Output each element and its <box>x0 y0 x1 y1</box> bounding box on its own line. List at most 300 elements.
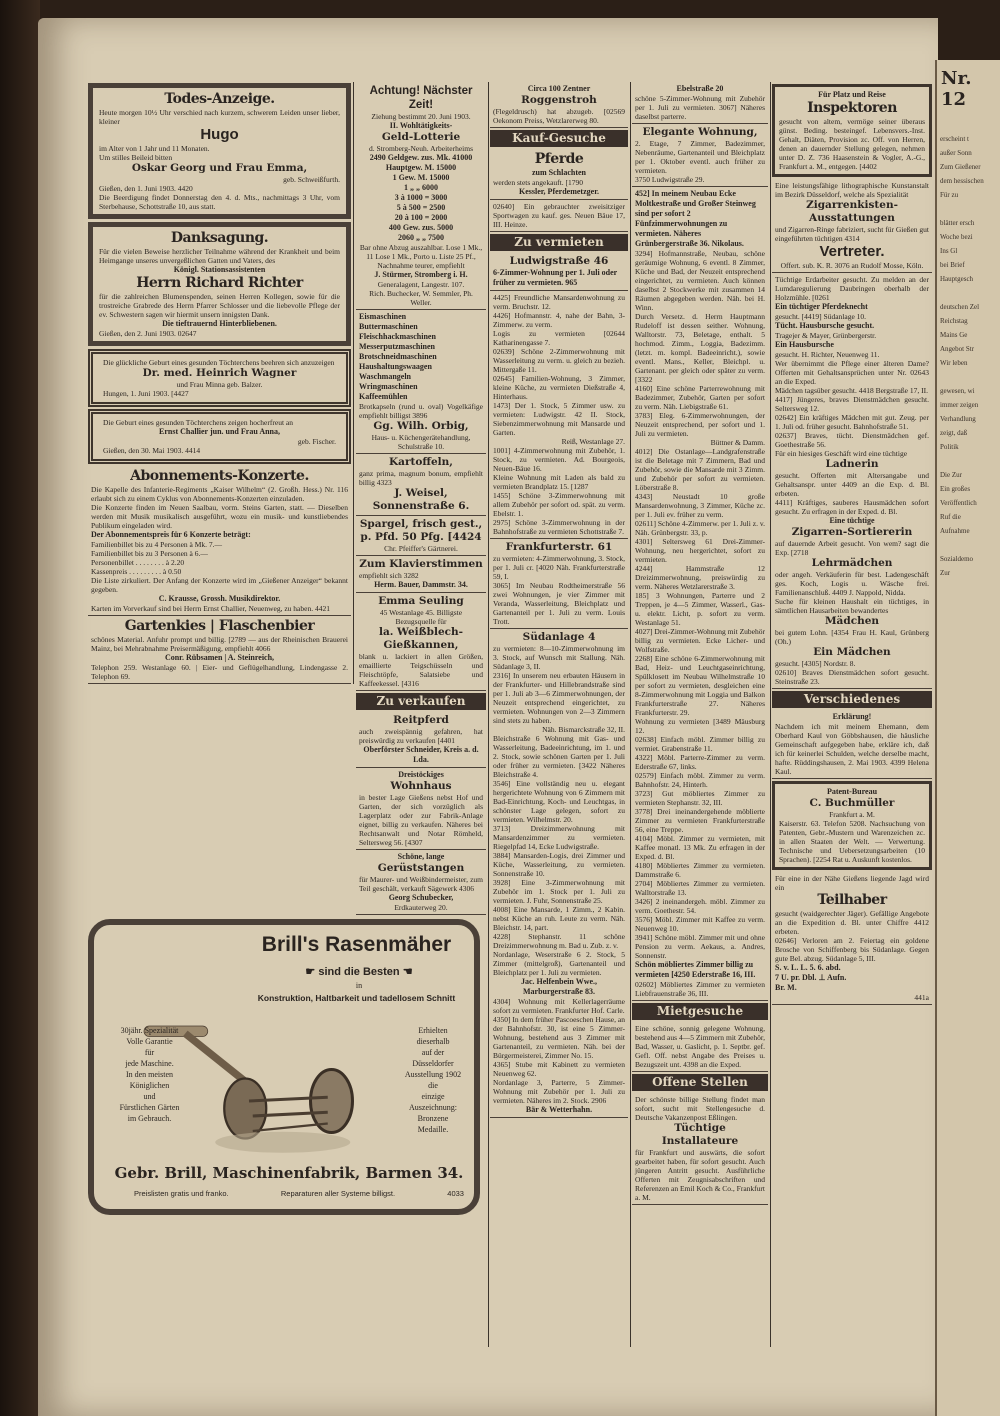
ad-text: für Frankfurt und auswärts, die sofort gearbeitet haben, für sofort gesucht. Auch jüngeren Antritt gesucht. Ausführliche Offerten mit Zeugnisabschriften und Referenzen an Emil Koch & Co., Frankfurt a. M. <box>635 1148 765 1202</box>
ad-text: II. Wohltätigkeits- <box>389 121 453 130</box>
for-sale-banner <box>356 693 486 710</box>
ad-text: 4417] Jüngeres, braves Dienstmädchen gesucht. Seltersweg 12. <box>775 395 929 413</box>
rye-straw-ad <box>490 82 628 128</box>
ad-text: Kassenpreis . . . . . . . . . à 0.50 <box>91 567 182 576</box>
column-1 <box>88 82 354 684</box>
ad-text: schönes Material. Anfuhr prompt und billig. [2789 — aus der Rheinischen Brauerei Mainz, bei Mehrabnahme Preisermäßigung, empfiehlt 4066 <box>91 635 348 653</box>
ad-heading: Wohnhaus <box>390 780 452 792</box>
mower-ad-left-text <box>102 1025 197 1124</box>
job-listings-c <box>772 273 932 689</box>
adjacent-page-text: Politik <box>940 443 959 451</box>
adjacent-page-text: Zur <box>940 569 951 577</box>
rental-listings-b <box>632 187 768 1001</box>
ad-text: 4228] Stephanstr. 11 schöne Dreizimmerwohnung m. Bad u. Zub. z. v. <box>493 932 625 950</box>
ad-heading: Inspektoren <box>807 100 897 116</box>
ad-text: Herm. Bauer, Dammstr. 34. <box>374 580 468 589</box>
ad-heading: Abonnements-Konzerte. <box>130 468 309 484</box>
ad-text: 4411] Kräftiges, sauberes Hausmädchen sofort gesucht. Zu erfragen in der Exped. d. Bl. <box>775 498 929 516</box>
adjacent-page-text: Veröffentlich <box>940 499 977 507</box>
ad-heading: Südanlage 4 <box>522 631 596 643</box>
left-zone <box>88 82 486 1215</box>
partner-ad <box>772 872 932 1005</box>
ad-text: Brotschneidmaschinen <box>359 352 437 361</box>
ad-text: Dreistöckiges <box>398 770 444 779</box>
mower-ad-line: 30jähr. Spezialität <box>120 1026 179 1035</box>
mower-ad-line: auf der <box>421 1048 445 1057</box>
ad-text: 4027] Drei-Zimmer-Wohnung mit Zubehör billig zu vermieten. Ecke Licher- und Wolfstraße. <box>635 627 765 654</box>
ad-heading: Herrn Richard Richter <box>136 275 303 291</box>
ad-heading: la. Weißblech-Gießkannen, <box>378 626 464 651</box>
ad-text: 2975] Schöne 3-Zimmerwohnung in der Bahnhofstraße zu vermieten Schottstraße 7. <box>493 518 625 536</box>
mower-ad-construction: Konstruktion, Haltbarkeit und tadellosem Schnitt <box>257 993 456 1003</box>
miscellaneous-banner <box>772 691 932 708</box>
ad-text: Haus- u. Küchengerätehandlung, Schulstraße 10. <box>371 433 471 451</box>
ad-text: Bär & Wetterhahn. <box>525 1105 593 1114</box>
ad-text: 3783] Eleg. 6-Zimmerwohnungen, der Neuzeit entsprechend, per sofort und 1. Juli zu vermieten. <box>635 411 765 438</box>
rental-ebelstrasse <box>632 82 768 124</box>
ad-text: Familienbillet bis zu 3 Personen à 6.— <box>91 549 208 558</box>
ad-text: Br. M. <box>775 983 797 992</box>
ad-heading: Dr. med. Heinrich Wagner <box>142 367 297 379</box>
subscription-concerts <box>88 466 351 616</box>
ad-text: auf dauernde Arbeit gesucht. Von wem? sagt die Exp. [2718 <box>775 539 929 557</box>
ad-text: 3928] Eine 3-Zimmerwohnung mit Zubehör im 1. Stock per 1. Juli zu vermieten. J. Fuhr, Sonnenstraße 25. <box>493 878 625 905</box>
ad-text: 3778] Drei ineinandergehende möblierte Zimmer zu vermieten Frankfurterstraße 56, eine Treppe. <box>635 807 765 834</box>
rental-ludwigstrasse <box>490 253 628 291</box>
ad-text: zum Schlachten <box>532 168 586 177</box>
for-rent-banner <box>490 234 628 251</box>
ad-text: und Frau Minna geb. Balzer. <box>176 380 263 389</box>
ad-text: 4160] Eine schöne Parterrewohnung mit Badezimmer, Zubehör, Garten per sofort zu verm. Näh. Liebigstraße 61. <box>635 384 765 411</box>
mower-ad-line: Ausstellung 1902 <box>404 1070 462 1079</box>
ad-heading: Pferde <box>534 151 584 167</box>
mower-ad-firm: Gebr. Brill, Maschinenfabrik, Barmen 34. <box>114 1164 464 1182</box>
ad-text: 4180] Möbliertes Zimmer zu vermieten. Dammstraße 6. <box>635 861 765 879</box>
ad-heading: Zigarren-Sortiererin <box>791 526 913 538</box>
section-heading: Zu verkaufen <box>356 693 486 710</box>
birth-notice-wagner <box>88 349 351 407</box>
adjacent-page-text: Angebot Str <box>940 345 975 353</box>
ad-text: Erklärung! <box>832 712 872 721</box>
adjacent-page-text: Ruf die <box>940 513 961 521</box>
adjacent-page-header: Nr. 12 <box>941 68 972 110</box>
house-ad <box>356 768 486 850</box>
adjacent-page-text: immer zeigen <box>940 401 979 409</box>
ad-heading: C. Buchmüller <box>809 797 895 809</box>
ad-text: Fleischhackmaschinen <box>359 332 436 341</box>
ad-text: in bester Lage Gießens nebst Hof und Garten, der sich vorzüglich als Lagerplatz oder zur Fabrik-Anlage eignet, billig zu verkaufen. Näheres bei Rechtsanwalt und Notar Römheld, Seltersweg 56. [4307 <box>359 793 483 847</box>
ad-text: für die zahlreichen Blumenspenden, seinen Herren Kollegen, sowie für die trostreiche Grabrede des Herrn Pfarrer Schlosser und die liebevolle Pflege der ev. Schwestern sagen wir hiermit unsern innigsten Dank. <box>99 292 340 319</box>
mower-ad-right-text <box>394 1025 472 1135</box>
ad-text: 2490 Geldgew. zus. Mk. 41000 <box>369 153 473 162</box>
ad-text: 02645] Familien-Wohnung, 3 Zimmer, kleine Küche, zu vermieten Dießstraße 4, Hinterhaus. <box>493 374 625 401</box>
ad-text: blank u. lackiert in allen Größen, emaillierte Teigschüsseln und Fleischtöpfe, Salatsiebe und Kaffeekessel. [4316 <box>359 652 483 688</box>
ad-text: Heute morgen 10½ Uhr verschied nach kurzem, schwerem Leiden unser lieber, kleiner <box>99 108 340 126</box>
asparagus-ad <box>356 516 486 556</box>
ad-text: Die tieftrauernd Hinterbliebenen. <box>162 319 277 328</box>
mower-ad-line: im Gebrauch. <box>127 1114 172 1123</box>
adjacent-page-text: Verhandlung <box>940 415 976 423</box>
ad-text: schöne 5-Zimmer-Wohnung mit Zubehör per 1. Juli zu vermieten. 3067] Näheres daselbst parterre. <box>635 94 765 121</box>
ad-text: Eine tüchtige <box>829 516 875 525</box>
ad-text: empfiehlt sich 3282 <box>359 571 419 580</box>
ad-text: 5 à 500 = 2500 <box>396 203 446 212</box>
ad-text: Die glückliche Geburt eines gesunden Töchterchens beehren sich anzuzeigen <box>103 358 335 367</box>
column-divider <box>630 82 631 1347</box>
book-binding <box>0 0 40 1416</box>
mower-ad-line: einzige <box>421 1092 445 1101</box>
ad-text: Die Geburt eines gesunden Töchterchens zeigen hocherfreut an <box>103 418 293 427</box>
ad-text: 2316] In unserem neu erbauten Häusern in der Frankfurter- und Hillebrandstraße sind per 1. Juli ab 3—6 Zimmerwohnungen, der Neuzeit entsprechend eingerichtet, zu vermieten. Wohnungen von 2—3 Zimmern sind stets zu haben. <box>493 671 625 725</box>
ad-text: J. Stürmer, Stromberg i. H. <box>374 270 468 279</box>
adjacent-page-text: Ins Gl <box>940 247 958 255</box>
inspectors-ad <box>772 84 932 177</box>
ad-text: Frankfurt a. M. <box>829 810 875 819</box>
ad-heading: Geld-Lotterie <box>381 131 461 143</box>
ad-text: Wohnung zu vermieten [3489 Mäusburg 12. <box>635 717 765 735</box>
column-divider <box>488 82 489 1347</box>
ad-text: 185] 3 Wohnungen, Parterre und 2 Treppen, je 4—5 Zimmer, Wasserl., Gas- u. elektr. Licht, p. sofort zu verm. Westanlage 51. <box>635 591 765 627</box>
ad-text: Karten im Vorverkauf sind bei Herrn Ernst Challier, Neuenweg, zu haben. 4421 <box>91 604 330 613</box>
ad-text: Für die vielen Beweise herzlicher Teilnahme während der Krankheit und beim Heimgange unseres unvergeßlichen Gatten und Vaters, des <box>99 247 340 265</box>
ad-text: Kleine Wohnung mit Laden als bald zu vermieten Brandplatz 15. [1287 <box>493 473 625 491</box>
ad-text: gesucht. [4419] Südanlage 10. <box>775 312 867 321</box>
ad-text: 3576] Möbl. Zimmer mit Kaffee zu verm. Neuenweg 10. <box>635 915 765 933</box>
ad-text: ganz prima, magnum bonum, empfiehlt billig 4323 <box>359 469 483 487</box>
lawn-mower-advertisement <box>88 919 480 1215</box>
watering-cans-ad <box>356 593 486 691</box>
ad-text: Ebelstraße 20 <box>676 84 724 93</box>
ad-text: 2268] Eine schöne 6-Zimmerwohnung mit Bad, Heiz- und Leuchtgaseinrichtung, Spülklosett im Neubau Wilhelmstraße 10 per sofort zu vermieten, desgleichen eine 8-Zimmerwohnung mit Loggia und Balkon Frankfurterstraße 27. Näheres Frankfurterstr. 29. <box>635 654 765 717</box>
ad-heading: Ladnerin <box>825 458 879 470</box>
ad-text: geb. Schweißfurth. <box>283 175 340 184</box>
ad-heading: Kartoffeln, <box>389 456 453 468</box>
mower-ad-line: für <box>144 1048 155 1057</box>
ad-text: 02579] Einfach möbl. Zimmer zu verm. Bahnhofstr. 24, Hinterh. <box>635 771 765 789</box>
ad-text: 2060 „ „ 7500 <box>398 233 444 242</box>
ad-text: 3065] Im Neubau Rodtheimerstraße 56 zwei Wohnungen, je vier Zimmer mit Veranda, Wasserleitung, Bleichplatz und Gartenanteil per 1. Juli zu verm. Louis Trott. <box>493 581 625 626</box>
column-3 <box>490 82 628 1118</box>
ad-text: Hungen, 1. Juni 1903. [4427 <box>103 389 189 398</box>
ad-text: 4322] Möbl. Parterre-Zimmer zu verm. Ederstraße 67, links. <box>635 753 765 771</box>
adjacent-page-text: Sozialdemo <box>940 555 974 563</box>
mower-ad-line: Erhielten <box>418 1026 448 1035</box>
death-notice <box>88 83 351 219</box>
adjacent-page-text: dem hessischen <box>940 177 984 185</box>
patent-bureau-ad <box>772 781 932 870</box>
ad-text: Für Platz und Reise <box>818 90 886 99</box>
ad-text: 20 à 100 = 2000 <box>394 213 448 222</box>
ad-text: Patent-Bureau <box>826 787 878 796</box>
ad-text: Tücht. Hausbursche gesucht. <box>775 321 875 330</box>
ad-text: Nordanlage 3, Parterre, 5 Zimmer-Wohnung mit Zubehör per 1. Juli zu vermieten. Näheres im 2. Stock. 2906 <box>493 1078 625 1105</box>
adjacent-page-text: Wir leben <box>940 359 968 367</box>
ad-text: Der schönste billige Stellung findet man sofort, sucht mit Stellengesuche d. Deutsche Vakanzenpost Eßlingen. <box>635 1095 765 1122</box>
ad-text: Messerputzmaschinen <box>359 342 435 351</box>
rental-listings-a <box>490 291 628 539</box>
ad-text: 400 Gew. zus. 5000 <box>388 223 454 232</box>
ad-text: zu vermieten: 4-Zimmerwohnung, 3. Stock, per 1. Juli cr. [4020 Näh. Frankfurterstraße 59, I. <box>493 554 625 581</box>
ad-text: gesucht. Offerten mit Altersangabe und Gehaltsanspr. unter 4409 an die Exp. d. Bl. erbeten. <box>775 471 929 498</box>
mower-ad-line: Medaille. <box>417 1125 449 1134</box>
section-heading: Zu vermieten <box>490 234 628 251</box>
ad-text: Kessler, Pferdemetzger. <box>518 187 600 196</box>
ad-text: Schön möbliertes Zimmer billig zu vermieten [4250 Ederstraße 16, III. <box>635 960 756 979</box>
ad-text: 4008] Eine Mansarde, 1 Zimm., 2 Kabin. nebst Küche an ruh. Leute zu verm. Näh. Bleichstr. 14, part. <box>493 905 625 932</box>
ad-heading: Gartenkies | Flaschenbier <box>124 618 315 634</box>
ad-text: 2. Etage, 7 Zimmer, Badezimmer, Nebenräume, Gartenanteil und Bleichplatz per 1. Oktober eventl. auch früher zu vermieten. <box>635 139 765 175</box>
potatoes-ad <box>356 454 486 516</box>
birth-notice-challier <box>88 409 351 464</box>
riding-horse-ad <box>356 712 486 768</box>
ad-text: 1473] Der 1. Stock, 5 Zimmer usw. zu vermieten: Ludwigstr. 42 II. Stock, Siebenzimmerwohnung mit Mansarde und Garten. <box>493 401 625 437</box>
ad-heading: Gerüststangen <box>377 862 465 874</box>
adjacent-page-fragment <box>935 60 1000 1416</box>
ad-text: 3 à 1000 = 3000 <box>394 193 448 202</box>
ad-text: Mädchen tagsüber gesucht. 4418 Bergstraße 17, II. <box>775 386 928 395</box>
mower-ad-price-lists: Preislisten gratis und franko. <box>134 1189 229 1198</box>
ad-text: Um stilles Beileid bitten <box>99 153 173 162</box>
ad-heading: Elegante Wohnung, <box>642 126 758 138</box>
ad-text: 4104] Möbl. Zimmer zu vermieten, mit Kaffee monatl. 13 Mk. Zu erfragen in der Exped. d. Bl. <box>635 834 765 861</box>
ad-text: 1001] 4-Zimmerwohnung mit Zubehör, 1. Stock, zu vermieten. Ad. Bourgeois, Neuen-Bäue 16. <box>493 446 625 473</box>
ad-text: Bar ohne Abzug auszahlbar. Lose 1 Mk., 11 Lose 1 Mk., Porto u. Liste 25 Pf., Nachnahme teurer, empfiehlt <box>359 243 483 270</box>
scaffold-poles-ad <box>356 850 486 915</box>
mower-ad-repairs: Reparaturen aller Systeme billigst. <box>280 1189 396 1198</box>
ad-text: Tüchtige Erdarbeiter gesucht. Zu melden an der Lumdaregulierung Daubringen oberhalb der Holzmühle. [0261 <box>775 275 929 302</box>
adjacent-page-text: zeigt, daß <box>940 429 968 437</box>
adjacent-page-text: außer Sonn <box>940 149 972 157</box>
ad-heading: Gg. Wilh. Orbig, <box>373 420 469 432</box>
ad-text: C. Krausse, Grossh. Musikdirektor. <box>158 594 281 603</box>
ad-heading: Ein Mädchen <box>813 646 891 658</box>
ad-text: 3713] Dreizimmerwohnung mit Mansardenzimmer zu vermieten. Riegelpfad 14, Ecke Ludwigstraße. <box>493 824 625 851</box>
ad-text: Die Liste zirkuliert. Der Anfang der Konzerte wird im „Gießener Anzeiger“ bekannt gegeben. <box>91 576 348 594</box>
ad-heading: Tüchtige Installateure <box>661 1122 739 1147</box>
ad-text: werden stets angekauft. [1790 <box>493 178 583 187</box>
ad-text: gesucht von altem, vermöge seiner überaus günst. Beding. besteingef. Lebensvers.-Inst. Gehalt, Diäten, Provision zc. Off. von Herren, denen an dauernder Stellung gelegen, nehmen unter D. Z. 736 Haasenstein & Vogler, A.-G., Frankfurt a. M., entgegen. [4402 <box>779 117 925 171</box>
ad-text: S. v. L. L. 5. 6. abd. <box>775 963 841 972</box>
ad-text: Der Abonnementspreis für 6 Konzerte beträgt: <box>91 530 251 539</box>
job-openings-banner <box>632 1074 768 1091</box>
ad-text: Ein tüchtiger Pferdeknecht <box>775 302 868 311</box>
kitchen-machines-ad <box>356 310 486 454</box>
ad-text: Georg Schubecker, <box>388 893 454 902</box>
ad-text: für Maurer- und Weißbindermeister, zum Teil geschält, verkauft Sägewerk 4306 <box>359 875 483 893</box>
ad-text: Generalagent, Langestr. 107. <box>377 280 465 289</box>
ad-text: Telephon 259. Westanlage 60. | Eier- und Geflügelhandlung, Lindengasse 2. Telephon 69. <box>91 663 348 681</box>
adjacent-page-text: bei Brief <box>940 261 965 269</box>
ad-text: 4244] Hammstraße 12 Dreizimmerwohnung, preiswürdig zu verm. Näheres Wetzlarerstraße 3. <box>635 564 765 591</box>
mower-ad-line: Volle Garantie <box>126 1037 173 1046</box>
ad-text: Wringmaschinen <box>359 382 418 391</box>
column-divider <box>770 82 771 1347</box>
column-4 <box>632 82 768 1205</box>
ad-text: Königl. Stationsassistenten <box>173 265 266 274</box>
ad-text: Nordanlage, Weserstraße 6 2. Stock, 5 Zimmer (mittelgroß), Gartenanteil und Bleichplatz per 1. Juli zu vermieten. <box>493 950 625 977</box>
ad-text: 3294] Hofmannstraße, Neubau, schöne geräumige Wohnung, 6 eventl. 8 Zimmer, Küche und Bad, der Neuzeit entsprechend eingerichtet, zu vermieten. Auch können daselbst 2 Stockwerke mit zusammen 14 Räumen abgegeben werden. Näh. bei H. Winn. <box>635 249 765 312</box>
ad-text: 02640] Ein gebrauchter zweisitziger Sportwagen zu kauf. ges. Neuen Bäue 17, III. Heinze. <box>493 202 625 229</box>
ad-heading: Ludwigstraße 46 <box>509 255 609 267</box>
ad-text: 2704] Möbliertes Zimmer zu vermieten. Walltorstraße 13. <box>635 879 765 897</box>
mower-ad-number: 4033 <box>447 1189 464 1198</box>
ad-text: 02602] Möbliertes Zimmer zu vermieten Liebfrauenstraße 36, III. <box>635 980 765 998</box>
declaration-notice <box>772 710 932 779</box>
ad-text: Bleichstraße 6 Wohnung mit Gas- und Wasserleitung, Badeeinrichtung, im 1. und 2. Stock, sowie schönen Garten per 1. Juli oder früher zu vermieten. [3422 Näheres Bleichstraße 4. <box>493 734 625 779</box>
ad-text: Nachdem ich mit meinem Ehemann, dem Oberhard Kaul von Göbbshausen, die häusliche Gemeinschaft aufgegeben habe, erkläre ich, daß ich für keinerlei Schulden, welche derselbe macht, hafte. Rüddingshausen, 2. Mai 1903. 4399 Helena Kaul. <box>775 722 929 776</box>
adjacent-page-text: Für zu <box>940 191 959 199</box>
representative-ad <box>772 179 932 273</box>
ad-text: Chr. Pfeiffer's Gärtnerei. <box>384 544 458 553</box>
ad-text: Eine schöne, sonnig gelegene Wohnung, bestehend aus 4—5 Zimmern mit Zubehör, Bad, Wasser, u. Gaslicht, p. 1. Septbr. gef. Gefl. Off. nebst Angabe des Preises u. Bezugszeit unt. 4398 an die Exped. <box>635 1024 765 1069</box>
ad-text: Ziehung bestimmt 20. Juni 1903. <box>371 112 471 121</box>
ad-text: 4425] Freundliche Mansardenwohnung zu verm. Bruchstr. 12. <box>493 293 625 311</box>
ad-text: Erdkauterweg 20. <box>394 903 448 912</box>
ad-text: im Alter von 1 Jahr und 11 Monaten. <box>99 144 210 153</box>
ad-text: Kaffeemühlen <box>359 392 408 401</box>
ad-text: Die Kapelle des Infanterie-Regiments „Kaiser Wilhelm“ (2. Großh. Hess.) Nr. 116 erlaubt sich zu einem Cyklus von Abonnements-Konzerten einzuladen. <box>91 485 348 503</box>
ad-text: 3546] Eine vollständig neu u. elegant hergerichtete Wohnung von 6 Zimmern mit Bad-Einrichtung, Koch- und Leuchtgas, in schönster Lage gelegen, sofort zu vermieten. Wilhelmstr. 20. <box>493 779 625 824</box>
ad-heading: Frankfurterstr. 61 <box>505 541 613 553</box>
ad-text: Reiß, Westanlage 27. <box>561 437 625 446</box>
rental-request-ad <box>632 1022 768 1072</box>
ad-text: gesucht (waidgerechter Jäger). Gefällige Angebote an die Expedition d. Bl. unter Chiffre 4412 erbeten. <box>775 909 929 936</box>
adjacent-page-text: Mains Ge <box>940 331 968 339</box>
adjacent-page-text: blätter ersch <box>940 219 975 227</box>
ad-text: Eine leistungsfähige lithographische Kunstanstalt im Bezirk Düsseldorf, welche als Spezialität <box>775 181 929 199</box>
section-heading: Offene Stellen <box>632 1074 768 1091</box>
ad-text: 4301] Seltersweg 61 Drei-Zimmer-Wohnung, neu hergerichtet, sofort zu vermieten. <box>635 537 765 564</box>
ad-text: 3941] Schöne möbl. Zimmer mit und ohne Pension zu verm. Aekaus, a. Andres, Sonnenstr. <box>635 933 765 960</box>
ad-text: Familienbillet bis zu 4 Personen à Mk. 7.— <box>91 540 223 549</box>
ad-heading: Reitpferd <box>393 714 449 726</box>
ad-text: Rich. Buchecker, W. Semmler, Ph. Weller. <box>369 289 473 307</box>
mower-ad-title: Brill's Rasenmäher <box>261 933 452 956</box>
ad-text: 02646] Verloren am 2. Feiertag ein goldene Brosche von Schiffenberg bis Südanlage. Gegen gute Bel. abzug. Südanlage 5, III. <box>775 936 929 963</box>
ad-text: Ernst Challier jun. und Frau Anna, <box>159 427 280 436</box>
mower-ad-subtitle: ☛ sind die Besten ☚ <box>305 966 413 978</box>
ad-text: gesucht. H. Richter, Neuenweg 11. <box>775 350 880 359</box>
ad-text: zu vermieten: 8—10-Zimmerwohnung im 3. Stock, auf Wunsch mit Stallung. Näh. Südanlage 3, II. <box>493 644 625 671</box>
ad-text: und Zigarren-Ringe fabriziert, sucht für Gießen gut eingeführten tüchtigen 4314 <box>775 225 929 243</box>
ad-text: Oberförster Schneider, Kreis a. d. Lda. <box>363 745 479 764</box>
ad-text: Conr. Rübsamen | A. Steinreich, <box>164 653 275 662</box>
ad-text: 1 „ „ 6000 <box>404 183 438 192</box>
ad-heading: Lehrmädchen <box>811 557 893 569</box>
horses-ad <box>490 149 628 200</box>
ad-text: Die Konzerte finden im Neuen Saalbau, vorm. Steins Garten, statt. — Dieselben werden mit Musik musikalisch ausgeführt, wozu ein musik- und kunstliebendes Publikum eingeladen wird. <box>91 503 348 530</box>
mower-ad-line: dieserhalb <box>416 1037 450 1046</box>
ad-text: 4343] Neustadt 10 große Mansardenwohnung, 3 Zimmer, Küche zc. per 1. Juli ev. früher zu verm. <box>635 492 765 519</box>
ad-text: Buttermaschinen <box>359 322 418 331</box>
ad-text: Circa 100 Zentner <box>527 84 591 93</box>
ad-text: 02639] Schöne 2-Zimmerwohnung mit Wasserleitung zu verm. u. gleich zu bezieh. Mittergaße 11. <box>493 347 625 374</box>
elegant-apartment-ad <box>632 124 768 187</box>
ad-text: Schöne, lange <box>397 852 445 861</box>
ad-text: 4426] Hofmannstr. 4, nahe der Bahn, 3-Zimmerw. zu verm. <box>493 311 625 329</box>
ad-text: 02611] Schöne 4-Zimmerw. per 1. Juli z. v. Näh. Grünbergstr. 33, p. <box>635 519 765 537</box>
ad-text: 441a <box>914 993 929 1002</box>
ad-text: gesucht. [4305] Nordstr. 8. <box>775 659 856 668</box>
adjacent-page-text: Zum Gießener <box>940 163 981 171</box>
ad-text: 4304] Wohnung mit Kellerlagerräume sofort zu vermieten. Frankfurter Hof. Carle. <box>493 997 625 1015</box>
piano-tuning-ad <box>356 556 486 593</box>
adjacent-page-text: Aufnahme <box>940 527 970 535</box>
ad-text: d. Stromberg-Neuh. Arbeiterheims <box>368 144 473 153</box>
ad-heading: Hugo <box>200 126 239 143</box>
ad-heading: Zum Klavierstimmen <box>359 558 483 570</box>
ad-text: oder angeh. Verkäuferin für best. Ladengeschäft ges. Koch, Logis u. Wäsche frei. Familienanschluß. 4409 J. Nappold, Nidda. <box>775 570 929 597</box>
ad-text: 3884] Mansarden-Logis, drei Zimmer und Küche, Wasserleitung, zu vermieten. Sonnenstraße 10. <box>493 851 625 878</box>
ad-heading: Teilhaber <box>817 892 887 908</box>
ad-text: Gießen, den 30. Mai 1903. 4414 <box>103 446 201 455</box>
ad-heading: Zigarrenkisten-Ausstattungen <box>806 199 898 224</box>
ad-text: 02642] Ein kräftiges Mädchen mit gut. Zeug. per 1. Juli od. früher gesucht. Bahnhofstraße 51. <box>775 413 929 431</box>
column-2 <box>354 82 486 915</box>
adjacent-page-text: Ein großes <box>940 485 971 493</box>
ad-text: auch zweispännig gefahren, hat preiswürdig zu verkaufen [4401 <box>359 727 483 745</box>
mower-ad-line: Bronzene <box>417 1114 449 1123</box>
ad-text: 4012] Die Ostanlage—Landgrafenstraße ist die Beletage mit 7 Zimmern, Bad und Zubehör, sowie die Mansarde mit 3 Zimm. und Zubehör per sofort zu vermieten. Löberstraße 8. <box>635 447 765 492</box>
ad-text: Hauptgew. M. 15000 <box>385 163 457 172</box>
ad-text: 7 U. pr. Dbl. ⊥ Aufn. <box>775 973 847 982</box>
ad-text: 4350] In dem früher Pascoeschen Hause, an der Bahnhofstr. 30, ist eine 5 Zimmer-Wohnung, bestehend aus 3 Zimmer mit Gartenanteil, zu vermieten. Näh. bei der Bürgermeisterei, Zimmer No. 15. <box>493 1015 625 1060</box>
ad-text: Waschmangeln <box>359 372 412 381</box>
mower-ad-line: In den meisten <box>125 1070 174 1079</box>
ad-text: 1455] Schöne 3-Zimmerwohnung mit allem Zubehör per sofort od. spät. zu verm. Ebelstr. 1. <box>493 491 625 518</box>
ad-text: Jac. Helfenbein Wwe., Marburgerstraße 83. <box>520 977 598 996</box>
ad-heading: Todes-Anzeige. <box>164 91 275 107</box>
ad-text: 02637] Braves, tücht. Dienstmädchen gef. Goethestraße 56. <box>775 431 929 449</box>
rental-requests-banner <box>632 1003 768 1020</box>
ad-heading: Emma Seuling <box>378 595 464 607</box>
adjacent-page-text: erscheint t <box>940 135 969 143</box>
mower-ad-line: Auszeichnung: <box>409 1103 457 1112</box>
mower-ad-in: in <box>355 981 363 990</box>
ad-text: Haushaltungswaagen <box>359 362 432 371</box>
ad-text: Wer übernimmt die Pflege einer älteren Dame? Offerten mit Gehaltsansprüchen unter Nr. 02643 an die Exped. <box>775 359 929 386</box>
ad-heading: Vertreter. <box>819 243 885 260</box>
sport-carriage-ad <box>490 200 628 232</box>
mower-ad-line: Königlichen <box>129 1081 170 1090</box>
section-heading: Verschiedenes <box>772 691 932 708</box>
ad-text: Brotkapseln (rund u. oval) Vogelkäfige empfiehlt billigst 3896 <box>359 402 483 420</box>
ad-text: Kaiserstr. 63. Telefon 5208. Nachsuchung von Patenten, Gebr.-Mustern und Warenzeichen zc. in allen Staaten der Welt. — Verwertung. Technische und Uebersetzungsarbeiten (10 Sprachen). [2254 Rat u. Auskunft kostenlos. <box>779 819 925 864</box>
section-heading: Mietgesuche <box>632 1003 768 1020</box>
adjacent-page-text: Hauptgesch <box>940 275 974 283</box>
ad-text: geb. Fischer. <box>297 437 336 446</box>
section-heading: Kauf-Gesuche <box>490 130 628 147</box>
ad-text: Die Beerdigung findet Donnerstag den 4. d. Mts., nachmittags 3 Uhr, vom Sterbehause, Schottstraße 10, aus statt. <box>99 193 340 211</box>
ad-text: 3426] 2 ineinandergeh. möbl. Zimmer zu verm. Goethestr. 54. <box>635 897 765 915</box>
purchase-requests-banner <box>490 130 628 147</box>
adjacent-page-text: gewesen, wi <box>940 387 975 395</box>
ad-text: bei gutem Lohn. [4354 Frau H. Kaul, Grünberg (Oh.) <box>775 628 929 646</box>
lottery-ad <box>356 82 486 310</box>
mower-ad-line: und <box>143 1092 156 1101</box>
ad-text: 1 Gew. M. 15000 <box>392 173 450 182</box>
ad-text: Büttner & Damm. <box>710 438 765 447</box>
ad-text: Achtung! Nächster Zeit! <box>369 85 473 111</box>
ad-text: 3723] Gut möbliertes Zimmer zu vermieten Stephanstr. 32, III. <box>635 789 765 807</box>
ad-text: (Flegeldrusch) hat abzugeb. [02569 Oekonom Preiss, Wetzlarerweg 80. <box>493 107 625 125</box>
ad-text: Für eine in der Nähe Gießens liegende Jagd wird ein <box>775 874 929 892</box>
ad-heading: Roggenstroh <box>521 94 597 106</box>
ad-text: 3750 Ludwigstraße 29. <box>635 175 705 184</box>
ad-text: Ein Hausbursche <box>775 340 834 349</box>
ad-text: 452] In meinem Neubau Ecke Moltkestraße und Großer Steinweg sind per sofort 2 Fünfzimmerwohnungen zu vermieten. Näheres Grünbergerstraße 36. Nikolaus. <box>635 189 756 248</box>
job-openings-ad <box>632 1093 768 1205</box>
